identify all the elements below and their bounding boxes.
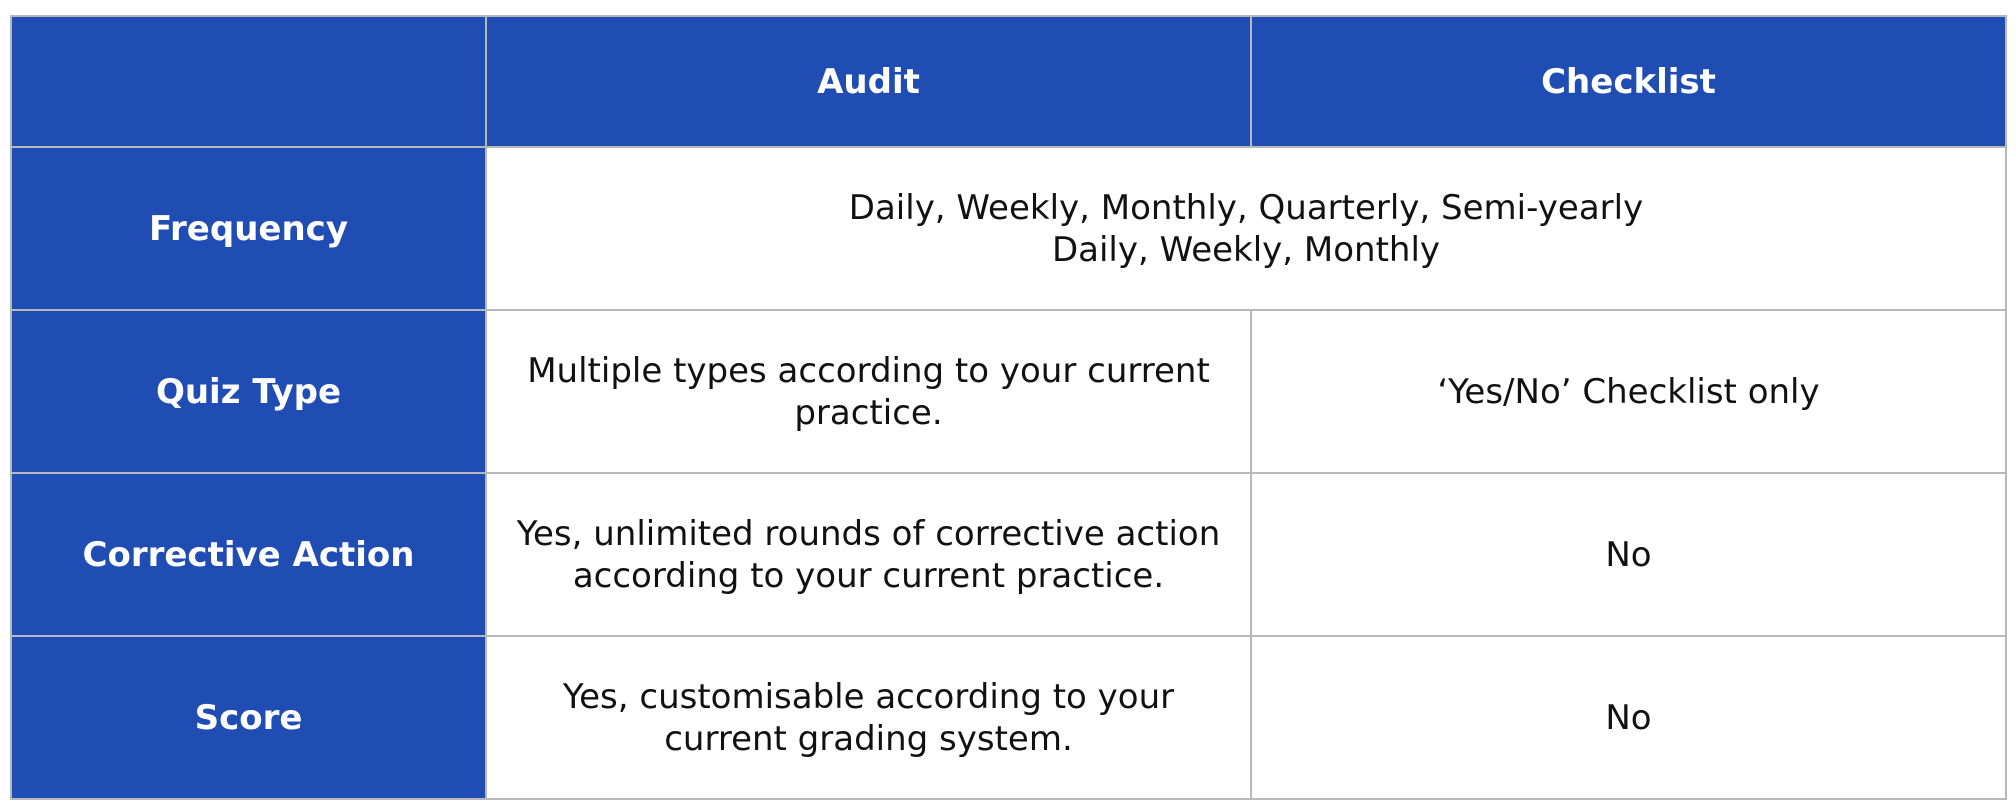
row-label-corrective-action: Corrective Action <box>11 473 486 636</box>
quiz-type-checklist-cell: ‘Yes/No’ Checklist only <box>1251 310 2006 473</box>
column-header-checklist: Checklist <box>1251 16 2006 147</box>
row-label-frequency: Frequency <box>11 147 486 310</box>
score-audit-cell: Yes, customisable according to your current grading system. <box>486 636 1251 799</box>
header-row <box>11 16 2006 147</box>
frequency-audit-value: Daily, Weekly, Monthly, Quarterly, Semi-yearly <box>848 187 1644 228</box>
frequency-checklist-value: Daily, Weekly, Monthly <box>1051 229 1441 270</box>
corrective-action-audit-cell: Yes, unlimited rounds of corrective action according to your current practice. <box>486 473 1251 636</box>
row-label-quiz-type: Quiz Type <box>11 310 486 473</box>
column-header-audit: Audit <box>486 16 1251 147</box>
score-checklist-cell: No <box>1251 636 2006 799</box>
quiz-type-audit-cell: Multiple types according to your current practice. <box>486 310 1251 473</box>
comparison-table-container <box>10 15 2005 800</box>
table-row-frequency <box>11 147 2006 310</box>
comparison-table <box>10 15 2007 800</box>
corrective-action-checklist-cell: No <box>1251 473 2006 636</box>
row-label-score: Score <box>11 636 486 799</box>
table-row-quiz-type <box>11 310 2006 473</box>
corner-cell <box>11 16 486 147</box>
frequency-merged-cell <box>486 147 2006 310</box>
table-row-score <box>11 636 2006 799</box>
table-row-corrective-action <box>11 473 2006 636</box>
